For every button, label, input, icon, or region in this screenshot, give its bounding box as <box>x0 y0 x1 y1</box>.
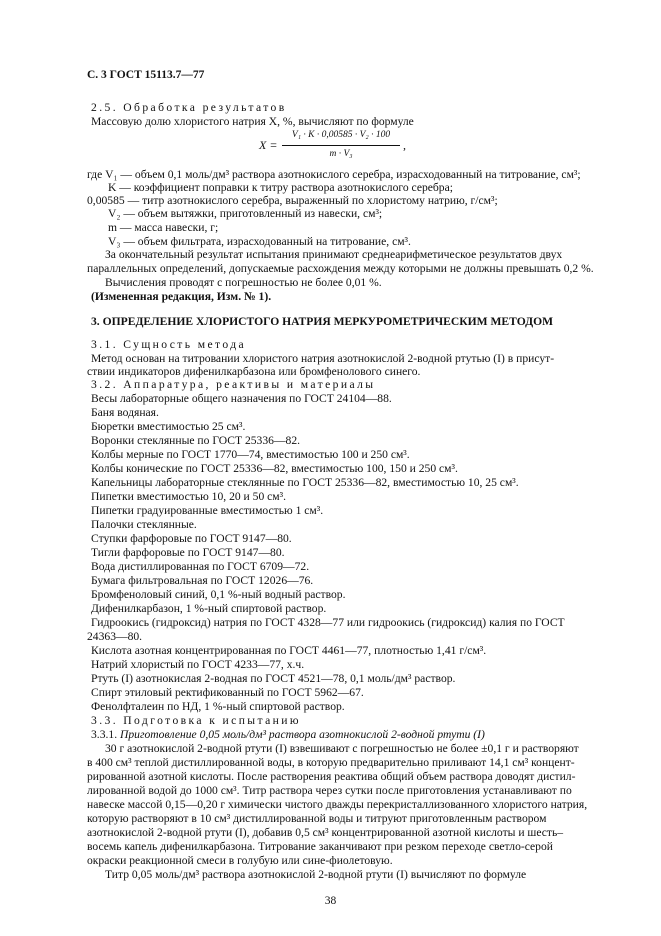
fraction-bar <box>282 145 400 146</box>
material-item: Воронки стеклянные по ГОСТ 25336—82. <box>91 434 301 447</box>
subsection-title: Приготовление 0,05 моль/дм³ раствора азотнокислой 2-водной ртути (I) <box>120 728 485 741</box>
material-item: Тигли фарфоровые по ГОСТ 9147—80. <box>91 546 285 559</box>
material-item: Бумага фильтровальная по ГОСТ 12026—76. <box>91 574 314 587</box>
amendment-note: (Измененная редакция, Изм. № 1). <box>91 290 272 303</box>
formula-lhs: X = <box>259 138 278 152</box>
material-item: Колбы мерные по ГОСТ 1770—74, вместимостью 100 и 250 см³. <box>91 448 410 461</box>
material-item: Натрий хлористый по ГОСТ 4233—77, х.ч. <box>91 658 305 671</box>
paragraph-line: которую растворяют в 10 см³ дистиллированной воды и титруют приготовленным раствором <box>87 812 547 825</box>
paragraph-line: окраски реакционной смеси в голубую или сине-фиолетовую. <box>87 854 393 867</box>
material-item: Вода дистиллированная по ГОСТ 6709—72. <box>91 560 310 573</box>
section-2-5-title: 2.5. Обработка результатов <box>91 101 287 114</box>
section-3-heading: 3. ОПРЕДЕЛЕНИЕ ХЛОРИСТОГО НАТРИЯ МЕРКУРОМЕТРИЧЕСКИМ МЕТОДОМ <box>91 315 554 328</box>
material-item: Ступки фарфоровые по ГОСТ 9147—80. <box>91 532 292 545</box>
paragraph-line: Вычисления проводят с погрешностью не более 0,01 %. <box>105 276 382 289</box>
material-item: Фенолфталеин по НД, 1 %-ный спиртовой раствор. <box>91 700 345 713</box>
paragraph-line: рированной азотной кислоты. После растворения реактива общий объем раствора доводят дистил- <box>87 770 576 783</box>
page-number: 38 <box>324 895 337 907</box>
section-3-2-title: 3.2. Аппаратура, реактивы и материалы <box>91 378 376 391</box>
material-item: Колбы конические по ГОСТ 25336—82, вместимостью 100, 150 и 250 см³. <box>91 462 458 475</box>
legend-line: V₂ — объем вытяжки, приготовленный из навески, см³; <box>108 207 383 220</box>
subsection-number: 3.3.1. <box>91 728 118 741</box>
legend-line: K — коэффициент поправки к титру раствора азотнокислого серебра; <box>108 181 453 194</box>
material-item: 24363—80. <box>87 630 143 643</box>
paragraph-line: восемь капель дифенилкарбазона. Титрование заканчивают при резком переходе светло-серой <box>87 840 553 853</box>
legend-line: m — масса навески, г; <box>108 221 219 234</box>
material-item: Бюретки вместимостью 25 см³. <box>91 420 246 433</box>
formula-denominator: m · V₃ <box>329 149 353 159</box>
paragraph-line: лированной водой до 1000 см³. Титр раствора через сутки после приготовления устанавливают по <box>87 784 572 797</box>
material-item: Пипетки вместимостью 10, 20 и 50 см³. <box>91 490 287 503</box>
legend-line: 0,00585 — титр азотнокислого серебра, выраженный по хлористому натрию, г/см³; <box>87 194 498 207</box>
material-item: Палочки стеклянные. <box>91 518 197 531</box>
paragraph-line: ствии индикаторов дифенилкарбазона или бромфенолового синего. <box>87 365 421 378</box>
formula-numerator: V₁ · K · 0,00585 · V₂ · 100 <box>291 130 391 140</box>
page-header: С. 3 ГОСТ 15113.7—77 <box>87 69 205 81</box>
material-item: Дифенилкарбазон, 1 %-ный спиртовой раствор. <box>91 602 327 615</box>
paragraph-line: параллельных определений, допускаемые расхождения между которыми не должны превышать 0,2 %. <box>87 262 594 275</box>
material-item: Гидроокись (гидроксид) натрия по ГОСТ 4328—77 или гидроокись (гидроксид) калия по ГОСТ <box>91 616 565 629</box>
material-item: Спирт этиловый ректификованный по ГОСТ 5962—67. <box>91 686 364 699</box>
paragraph-line: 30 г азотнокислой 2-водной ртути (I) взвешивают с погрешностью не более ±0,1 г и растворяют <box>105 742 579 755</box>
paragraph-line: Титр 0,05 моль/дм³ раствора азотнокислой 2-водной ртути (I) вычисляют по формуле <box>105 868 527 881</box>
section-3-1-title: 3.1. Сущность метода <box>91 338 247 351</box>
subsection-3-3-1 <box>91 728 485 742</box>
material-item: Кислота азотная концентрированная по ГОСТ 4461—77, плотностью 1,41 г/см³. <box>91 644 487 657</box>
section-2-5-intro: Массовую долю хлористого натрия X, %, вычисляют по формуле <box>91 115 414 128</box>
material-item: Ртуть (I) азотнокислая 2-водная по ГОСТ 4521—78, 0,1 моль/дм³ раствор. <box>91 672 456 685</box>
legend-line: V₃ — объем фильтрата, израсходованный на титрование, см³. <box>108 235 411 248</box>
material-item: Капельницы лабораторные стеклянные по ГОСТ 25336—82, вместимостью 10, 25 см³. <box>91 476 519 489</box>
paragraph-line: навеске массой 0,15—0,20 г химически чистого дважды перекристаллизованного хлористого натрия, <box>87 798 588 811</box>
paragraph-line: За окончательный результат испытания принимают среднеарифметическое результатов двух <box>105 248 563 261</box>
paragraph-line: азотнокислой 2-водной ртути (I), добавив 0,5 см³ концентрированной азотной кислоты и шесть– <box>87 826 564 839</box>
material-item: Баня водяная. <box>91 406 159 419</box>
paragraph-line: в 400 см³ теплой дистиллированной воды, в которую предварительно приливают 14,1 см³ концент- <box>87 756 575 769</box>
paragraph-line: Метод основан на титровании хлористого натрия азотнокислой 2-водной ртутью (I) в присут- <box>91 352 555 365</box>
legend-line: где V₁ — объем 0,1 моль/дм³ раствора азотнокислого серебра, израсходованный на титрование, см³; <box>87 168 581 181</box>
material-item: Бромфеноловый синий, 0,1 %-ный водный раствор. <box>91 588 346 601</box>
material-item: Пипетки градуированные вместимостью 1 см³. <box>91 504 324 517</box>
formula-comma: , <box>403 138 406 152</box>
section-3-3-title: 3.3. Подготовка к испытанию <box>91 714 301 727</box>
material-item: Весы лабораторные общего назначения по ГОСТ 24104—88. <box>91 392 392 405</box>
